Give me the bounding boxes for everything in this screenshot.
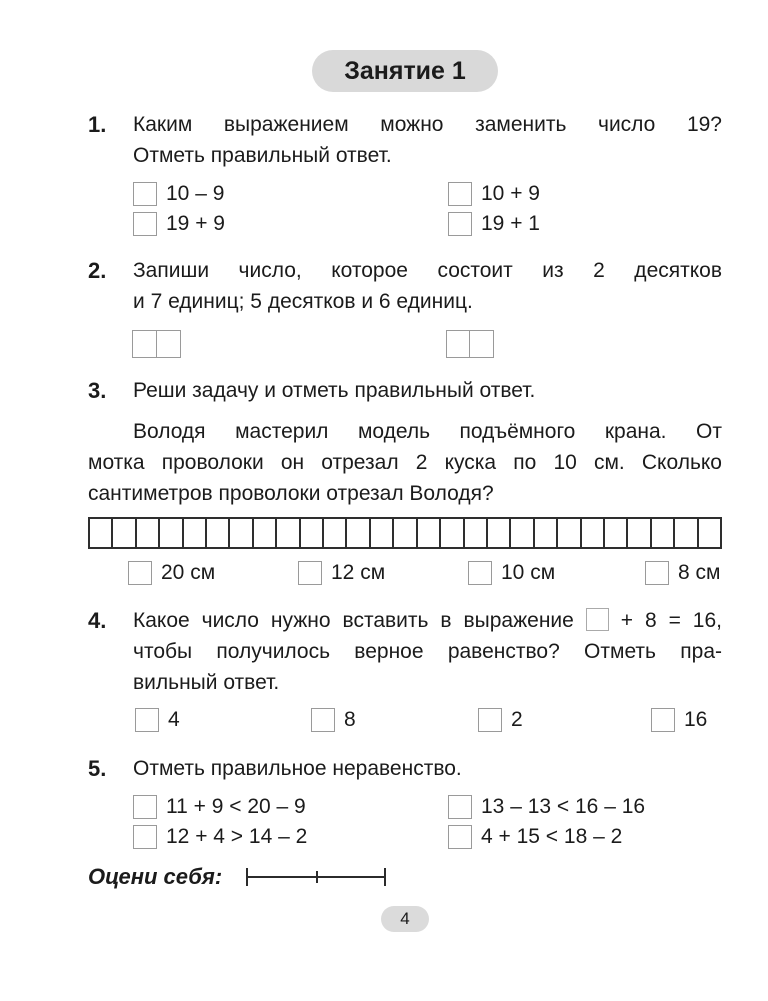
checkbox[interactable] [128, 561, 152, 585]
problem-line-1: Володя мастерил модель подъёмного крана. От [133, 420, 722, 443]
question-2-text-line-2: и 7 единиц; 5 десятков и 6 единиц. [133, 290, 473, 313]
option-label: 4 + 15 < 18 – 2 [481, 825, 623, 848]
question-4-text-post: + 8 = 16, [620, 609, 723, 632]
strip-cell [697, 519, 720, 547]
checkbox[interactable] [133, 212, 157, 236]
option-10-plus-9[interactable] [448, 179, 722, 209]
strip-cell [322, 519, 345, 547]
question-2-answer-boxes [88, 330, 722, 358]
strip-cell [228, 519, 251, 547]
option-label: 10 – 9 [166, 182, 225, 205]
answer-cell[interactable] [469, 330, 494, 358]
question-1-options [88, 179, 722, 239]
option-label: 13 – 13 < 16 – 16 [481, 795, 646, 818]
checkbox[interactable] [311, 708, 335, 732]
strip-cell [275, 519, 298, 547]
option-19-plus-1[interactable] [448, 209, 722, 239]
strip-cell [416, 519, 439, 547]
question-1-text-line-1: Каким выражением можно заменить число 19? [133, 113, 722, 136]
self-assessment-label: Оцени себя: [88, 864, 223, 889]
option-19-plus-9[interactable] [133, 209, 448, 239]
strip-cell [111, 519, 134, 547]
self-assessment-scale[interactable] [246, 867, 386, 887]
question-4 [88, 605, 722, 735]
strip-cell [135, 519, 158, 547]
option-label: 19 + 9 [166, 212, 225, 235]
question-5-number: 5. [88, 756, 107, 781]
option-10-minus-9[interactable] [133, 179, 448, 209]
strip-cell [369, 519, 392, 547]
strip-cell [580, 519, 603, 547]
option-label: 2 [511, 708, 523, 731]
strip-cell [299, 519, 322, 547]
question-3-heading: Реши задачу и отметь правильный ответ. [133, 379, 536, 402]
question-4-number: 4. [88, 608, 107, 633]
checkbox[interactable] [448, 795, 472, 819]
question-1-number: 1. [88, 112, 107, 137]
option-inequality-4[interactable] [448, 822, 722, 852]
strip-cell [345, 519, 368, 547]
scale-tick-right [384, 868, 386, 886]
option-16[interactable] [651, 705, 722, 735]
strip-cell [533, 519, 556, 547]
option-label: 10 + 9 [481, 182, 540, 205]
checkbox[interactable] [298, 561, 322, 585]
inline-answer-box[interactable] [586, 608, 609, 631]
checkbox[interactable] [133, 825, 157, 849]
question-4-text-pre: Какое число нужно вставить в выражение [133, 609, 574, 632]
checkbox[interactable] [448, 825, 472, 849]
self-assessment [88, 865, 722, 889]
strip-cell [392, 519, 415, 547]
checkbox[interactable] [448, 212, 472, 236]
question-1-text-line-2: Отметь правильный ответ. [133, 144, 392, 167]
option-label: 8 см [678, 561, 721, 584]
option-10-cm[interactable] [468, 558, 645, 588]
strip-cell [603, 519, 626, 547]
question-2-number: 2. [88, 258, 107, 283]
question-3-word-problem [88, 416, 722, 509]
strip-cell [439, 519, 462, 547]
option-label: 19 + 1 [481, 212, 540, 235]
checkbox[interactable] [651, 708, 675, 732]
question-1 [88, 109, 722, 239]
answer-cell[interactable] [132, 330, 157, 358]
answer-box-pair-2[interactable] [446, 330, 495, 358]
scale-tick-left [246, 868, 248, 886]
lesson-title: Занятие 1 [344, 56, 466, 85]
text-block [88, 0, 722, 932]
option-label: 16 [684, 708, 708, 731]
checkbox[interactable] [448, 182, 472, 206]
scale-tick-middle [316, 871, 318, 883]
answer-cell[interactable] [446, 330, 471, 358]
strip-cell [252, 519, 275, 547]
strip-cell [90, 519, 111, 547]
question-3-options [88, 558, 722, 588]
strip-cell [463, 519, 486, 547]
strip-cell [205, 519, 228, 547]
option-label: 10 см [501, 561, 556, 584]
checkbox[interactable] [645, 561, 669, 585]
question-4-text-line-3: вильный ответ. [133, 671, 280, 694]
page-number: 4 [400, 909, 410, 928]
option-inequality-1[interactable] [133, 792, 448, 822]
question-3-number: 3. [88, 378, 107, 403]
checkbox[interactable] [468, 561, 492, 585]
problem-line-2: мотка проволоки он отрезал 2 куска по 10 см. Сколько [88, 451, 722, 474]
option-label: 4 [168, 708, 180, 731]
strip-cell [158, 519, 181, 547]
option-20-cm[interactable] [128, 558, 298, 588]
strip-cell [486, 519, 509, 547]
question-5-options [88, 792, 722, 852]
question-3 [88, 375, 722, 588]
option-label: 20 см [161, 561, 216, 584]
strip-cell [673, 519, 696, 547]
strip-cell [182, 519, 205, 547]
option-label: 12 см [331, 561, 386, 584]
option-label: 8 [344, 708, 356, 731]
option-inequality-2[interactable] [448, 792, 722, 822]
strip-cell [650, 519, 673, 547]
checkbox[interactable] [133, 795, 157, 819]
strip-cell [509, 519, 532, 547]
question-5 [88, 753, 722, 852]
page-number-pill [381, 906, 429, 932]
answer-box-pair-1[interactable] [132, 330, 181, 358]
option-8-cm[interactable] [645, 558, 722, 588]
option-label: 12 + 4 > 14 – 2 [166, 825, 308, 848]
question-2 [88, 255, 722, 358]
strip-cell [556, 519, 579, 547]
option-inequality-3[interactable] [133, 822, 448, 852]
option-4[interactable] [135, 705, 311, 735]
strip-cell [626, 519, 649, 547]
option-12-cm[interactable] [298, 558, 468, 588]
checkbox[interactable] [478, 708, 502, 732]
problem-line-3: сантиметров проволоки отрезал Володя? [88, 482, 494, 505]
question-4-options [88, 705, 722, 735]
question-2-text-line-1: Запиши число, которое состоит из 2 десятков [133, 259, 722, 282]
question-4-text-line-1 [133, 605, 722, 636]
lesson-title-pill [312, 50, 498, 92]
question-5-heading: Отметь правильное неравенство. [133, 757, 462, 780]
option-label: 11 + 9 < 20 – 9 [166, 795, 306, 818]
checkbox[interactable] [135, 708, 159, 732]
option-8[interactable] [311, 705, 478, 735]
measuring-strip [88, 517, 722, 549]
answer-cell[interactable] [156, 330, 181, 358]
checkbox[interactable] [133, 182, 157, 206]
option-2[interactable] [478, 705, 651, 735]
question-4-text-line-2: чтобы получилось верное равенство? Отметь пра- [133, 640, 722, 663]
